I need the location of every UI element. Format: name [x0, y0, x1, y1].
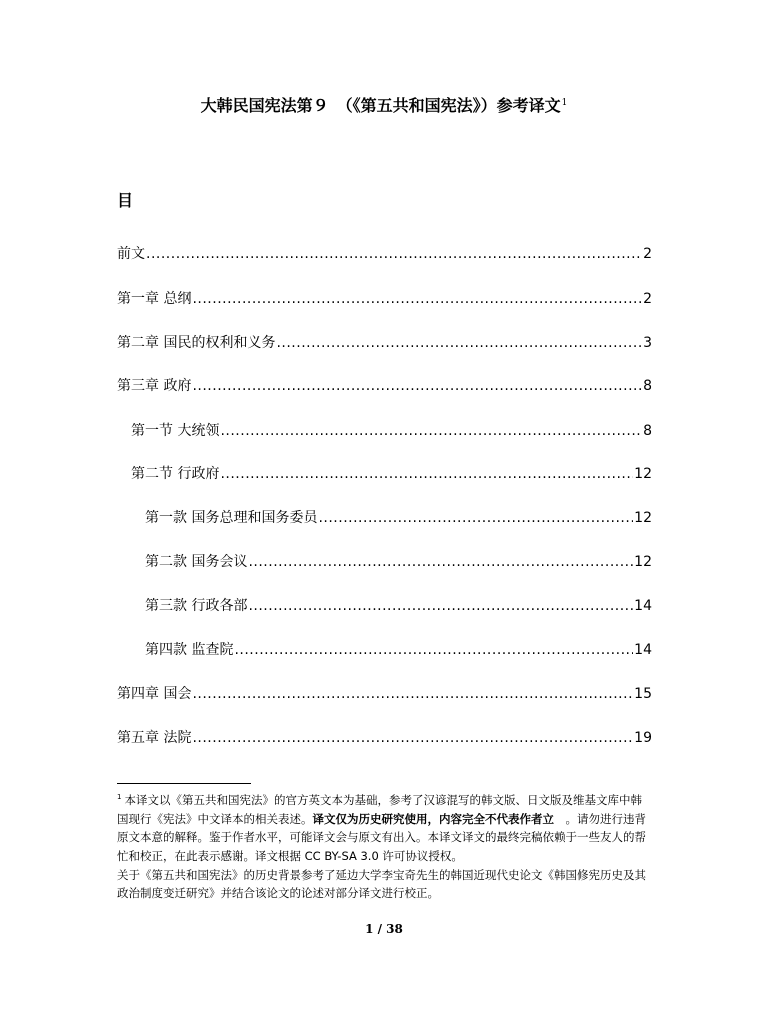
toc-page: 14 [634, 598, 652, 614]
toc-page: 8 [643, 423, 652, 439]
toc-leader [192, 290, 642, 308]
toc-label: 前文 [117, 246, 145, 262]
toc-page: 12 [634, 554, 652, 570]
toc-entry-subsection-3[interactable] [145, 597, 652, 615]
toc-leader [192, 377, 642, 395]
toc-entry-subsection-4[interactable] [145, 641, 652, 659]
footnote-separator [117, 783, 251, 784]
toc-label: 第一节 大统领 [131, 423, 220, 439]
toc-label: 第二节 行政府 [131, 466, 220, 482]
toc-page: 2 [643, 291, 652, 307]
toc-label: 第四章 国会 [117, 686, 192, 702]
toc-leader [318, 509, 633, 527]
toc-label: 第二章 国民的权利和义务 [117, 335, 276, 351]
toc-label: 第一章 总纲 [117, 291, 192, 307]
footnote-mark: 1 [117, 793, 122, 801]
toc-page: 8 [643, 378, 652, 394]
toc-label: 第三款 行政各部 [145, 598, 248, 614]
toc-leader [248, 597, 633, 615]
toc-entry-section-1[interactable] [131, 422, 652, 440]
toc-entry-subsection-2[interactable] [145, 553, 652, 571]
toc-entry-section-2[interactable] [131, 465, 652, 483]
toc-page: 12 [634, 466, 652, 482]
title-footnote-mark[interactable]: 1 [561, 97, 568, 108]
toc-leader [220, 422, 642, 440]
footnote-text-1: 本译文以《第五共和国宪法》的官方英文本为基础，参考了汉谚混写的韩文版、日文版及维基文库中韩国现行《宪法》中文译本的相关表述。 [117, 792, 642, 826]
toc-leader [220, 465, 633, 483]
footnote-text-2: 。请勿进行违背原文本意的解释。鉴于作者水平，可能译文会与原文有出入。本译文译文的最终完稿依赖于一些友人的帮忙和校正，在此表示感谢。译文根据 CC BY-SA 3.0 许可协议授权。 [117, 811, 646, 863]
toc-leader [192, 729, 633, 747]
footnote [117, 788, 647, 903]
toc-page: 19 [634, 730, 652, 746]
page-number: 1 / 38 [365, 922, 403, 936]
toc-page: 3 [643, 335, 652, 351]
toc-page: 2 [643, 246, 652, 262]
toc-leader [276, 334, 642, 352]
toc-leader [248, 553, 633, 571]
toc-entry-chapter-2[interactable] [117, 334, 652, 352]
toc-entry-preface[interactable] [117, 245, 652, 263]
toc-label: 第一款 国务总理和国务委员 [145, 510, 318, 526]
document-title [0, 93, 768, 116]
toc-leader [192, 685, 633, 703]
toc-entry-chapter-5[interactable] [117, 729, 652, 747]
footnote-bold-text: 译文仅为历史研究使用，内容完全不代表作者立 [312, 811, 566, 826]
footnote-paragraph-1 [117, 788, 647, 866]
title-text: 大韩民国宪法第９ （《第五共和国宪法》）参考译文 [200, 96, 561, 115]
toc-label: 第二款 国务会议 [145, 554, 248, 570]
toc-page: 15 [634, 686, 652, 702]
toc-entry-chapter-3[interactable] [117, 377, 652, 395]
toc-leader [146, 245, 642, 263]
toc-label: 第五章 法院 [117, 730, 192, 746]
toc-page: 12 [634, 510, 652, 526]
toc-entry-chapter-4[interactable] [117, 685, 652, 703]
toc-page: 14 [634, 642, 652, 658]
toc-entry-subsection-1[interactable] [145, 509, 652, 527]
toc-label: 第三章 政府 [117, 378, 192, 394]
toc-entry-chapter-1[interactable] [117, 290, 652, 308]
toc-heading: 目 [117, 191, 134, 210]
footnote-paragraph-2: 关于《第五共和国宪法》的历史背景参考了延边大学李宝奇先生的韩国近现代史论文《韩国修宪历史及其政治制度变迁研究》并结合该论文的论述对部分译文进行校正。 [117, 867, 646, 901]
toc-leader [234, 641, 633, 659]
toc-label: 第四款 监查院 [145, 642, 234, 658]
